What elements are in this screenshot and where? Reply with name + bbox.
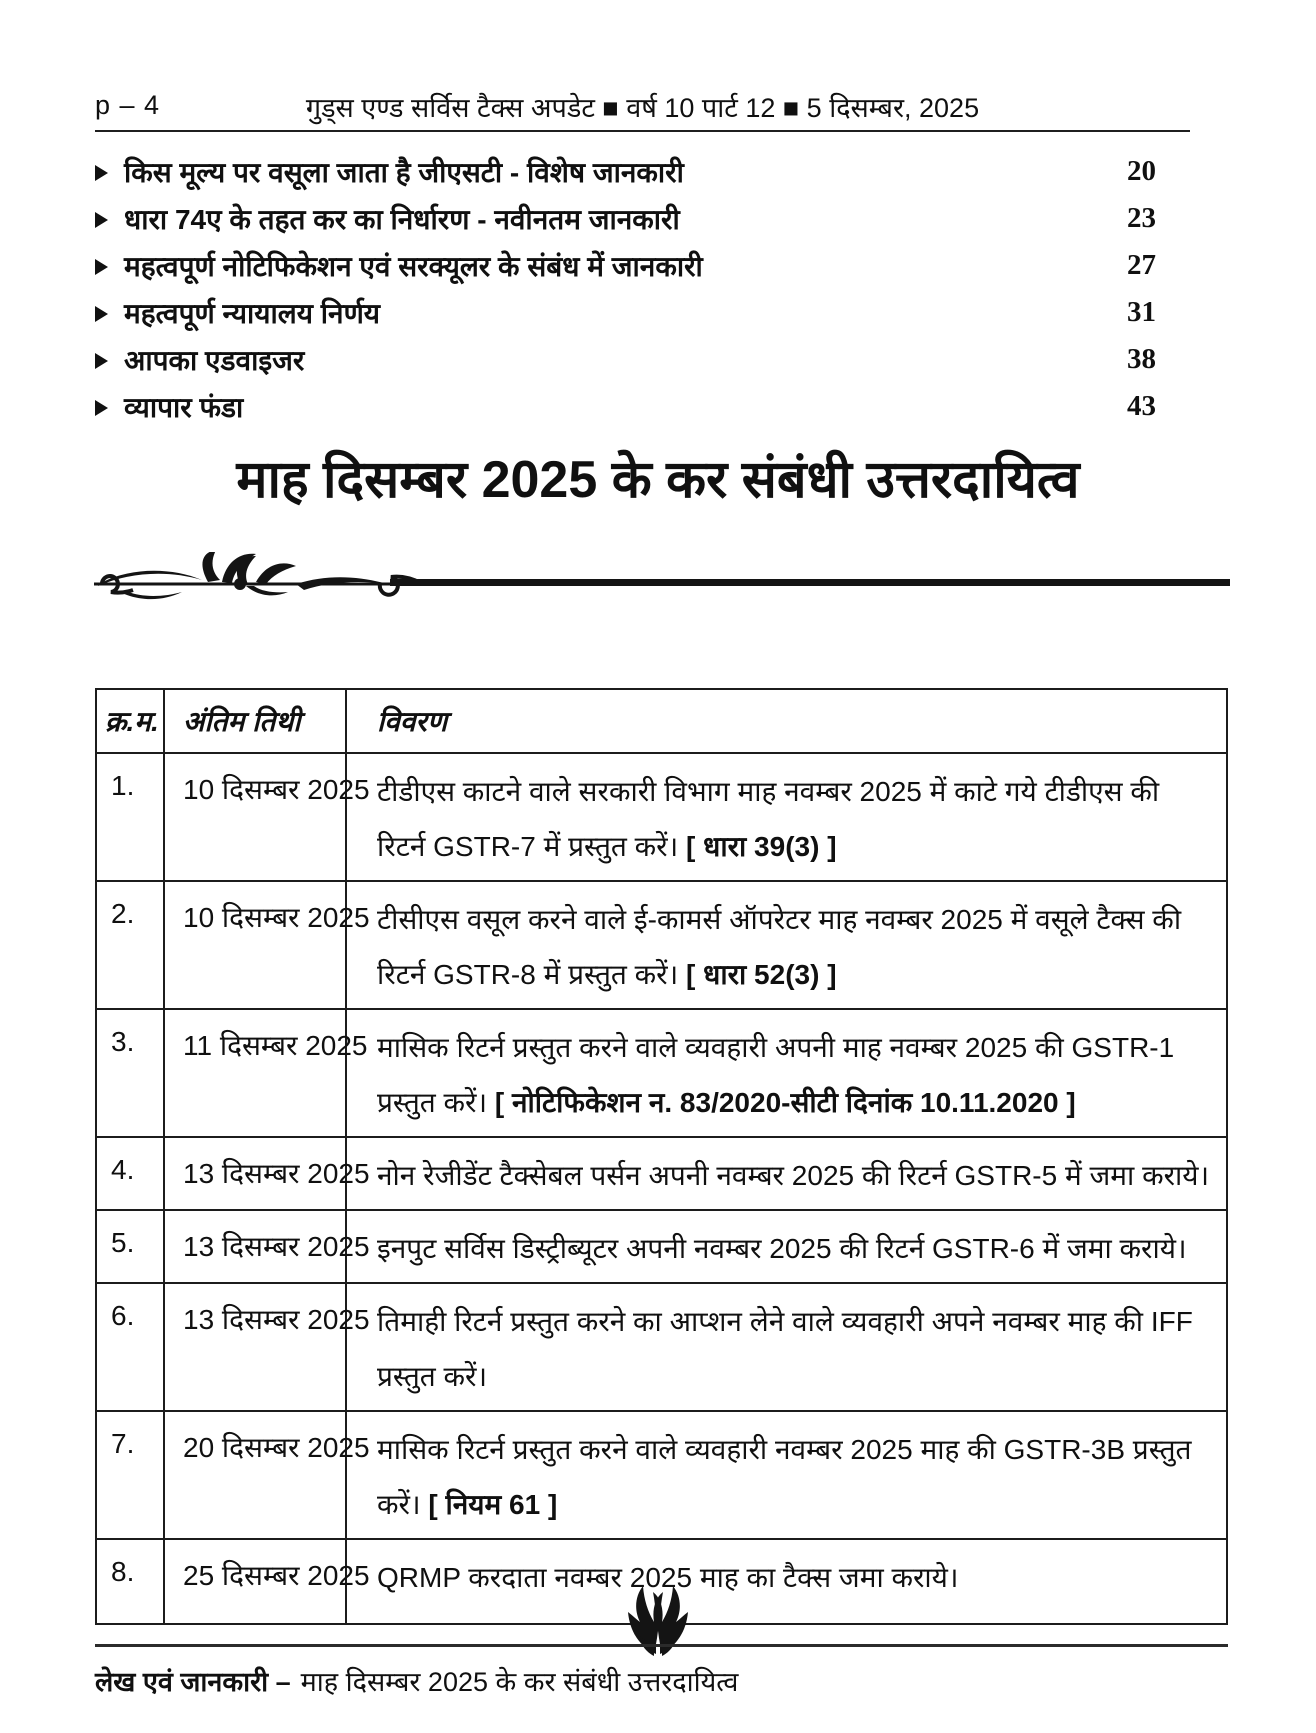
serial-cell: 5. <box>96 1210 164 1283</box>
toc-item-page: 27 <box>1127 249 1156 281</box>
publication-title: गुड्स एण्ड सर्विस टैक्स अपडेट ■ वर्ष 10 पार्ट 12 ■ 5 दिसम्बर, 2025 <box>305 93 980 123</box>
description-cell <box>346 1009 1227 1137</box>
serial-cell: 6. <box>96 1283 164 1411</box>
toc-item-page: 20 <box>1127 155 1156 187</box>
toc-item <box>95 148 1156 195</box>
serial-cell: 2. <box>96 881 164 1009</box>
toc-item-page: 43 <box>1127 390 1156 422</box>
column-header-description: विवरण <box>346 689 1227 753</box>
triangle-bullet-icon <box>95 212 108 228</box>
due-date-cell: 10 दिसम्बर 2025 <box>164 881 346 1009</box>
serial-cell: 3. <box>96 1009 164 1137</box>
tax-obligations-table <box>95 688 1228 1625</box>
toc-item-label: व्यापार फंडा <box>124 391 244 423</box>
serial-cell: 8. <box>96 1539 164 1624</box>
description-reference: [ नोटिफिकेशन न. 83/2020-सीटी दिनांक 10.11.2020 ] <box>494 1087 1076 1118</box>
due-date-cell: 11 दिसम्बर 2025 <box>164 1009 346 1137</box>
description-cell <box>346 1210 1227 1283</box>
description-text: इनपुट सर्विस डिस्ट्रीब्यूटर अपनी नवम्बर 2025 की रिटर्न GSTR-6 में जमा कराये। <box>377 1233 1187 1264</box>
description-text: नोन रेजीडेंट टैक्सेबल पर्सन अपनी नवम्बर 2025 की रिटर्न GSTR-5 में जमा कराये। <box>377 1160 1210 1191</box>
description-cell <box>346 1283 1227 1411</box>
due-date-cell: 10 दिसम्बर 2025 <box>164 753 346 881</box>
due-date-cell: 13 दिसम्बर 2025 <box>164 1283 346 1411</box>
toc-item <box>95 289 1156 336</box>
page-header <box>95 86 1190 132</box>
toc-item-label: महत्वपूर्ण नोटिफिकेशन एवं सरक्यूलर के संबंध में जानकारी <box>124 250 703 282</box>
table-row <box>96 881 1227 1009</box>
description-text: टीडीएस काटने वाले सरकारी विभाग माह नवम्बर 2025 में काटे गये टीडीएस की रिटर्न GSTR-7 में प्रस्तुत करें। <box>377 776 1160 862</box>
due-date-cell: 13 दिसम्बर 2025 <box>164 1137 346 1210</box>
toc-item <box>95 336 1156 383</box>
toc-item-label: धारा 74ए के तहत कर का निर्धारण - नवीनतम जानकारी <box>124 203 680 235</box>
toc-item-page: 23 <box>1127 202 1156 234</box>
footer-rule <box>95 1644 1228 1647</box>
section-title: माह दिसम्बर 2025 के कर संबंधी उत्तरदायित्व <box>236 451 1080 509</box>
floral-flourish-icon <box>90 552 430 610</box>
table-row <box>96 1137 1227 1210</box>
triangle-bullet-icon <box>95 306 108 322</box>
description-cell <box>346 881 1227 1009</box>
due-date-cell: 13 दिसम्बर 2025 <box>164 1210 346 1283</box>
toc-item <box>95 195 1156 242</box>
footer-text <box>95 1662 738 1699</box>
toc-item <box>95 242 1156 289</box>
table-row <box>96 1283 1227 1411</box>
table-row <box>96 1411 1227 1539</box>
toc-item-page: 38 <box>1127 343 1156 375</box>
description-text: मासिक रिटर्न प्रस्तुत करने वाले व्यवहारी अपनी माह नवम्बर 2025 की GSTR-1 प्रस्तुत करें। <box>377 1032 1175 1118</box>
toc-item-label: आपका एडवाइजर <box>124 344 305 376</box>
table-of-contents <box>95 148 1156 430</box>
page-number-label: p – 4 <box>95 90 161 120</box>
description-cell <box>346 753 1227 881</box>
triangle-bullet-icon <box>95 259 108 275</box>
description-reference: [ धारा 39(3) ] <box>686 831 837 862</box>
triangle-bullet-icon <box>95 353 108 369</box>
ornamental-divider <box>90 552 1230 610</box>
divider-double-rule <box>390 579 1230 586</box>
description-text: तिमाही रिटर्न प्रस्तुत करने का आप्शन लेने वाले व्यवहारी अपने नवम्बर माह की IFF प्रस्तुत करें। <box>377 1306 1193 1392</box>
serial-cell: 4. <box>96 1137 164 1210</box>
description-cell <box>346 1137 1227 1210</box>
table-row <box>96 753 1227 881</box>
serial-cell: 7. <box>96 1411 164 1539</box>
table-row <box>96 1210 1227 1283</box>
description-cell <box>346 1539 1227 1624</box>
description-text: QRMP करदाता नवम्बर 2025 माह का टैक्स जमा कराये। <box>377 1562 959 1593</box>
footer-article-title: माह दिसम्बर 2025 के कर संबंधी उत्तरदायित्व <box>300 1667 739 1697</box>
table-row <box>96 1009 1227 1137</box>
table-header-row <box>96 689 1227 753</box>
triangle-bullet-icon <box>95 400 108 416</box>
leaf-ornament-icon <box>606 1582 710 1660</box>
toc-item-page: 31 <box>1127 296 1156 328</box>
due-date-cell: 25 दिसम्बर 2025 <box>164 1539 346 1624</box>
toc-item <box>95 383 1156 430</box>
toc-item-label: महत्वपूर्ण न्यायालय निर्णय <box>124 297 381 329</box>
column-header-serial: क्र.म. <box>96 689 164 753</box>
description-text: टीसीएस वसूल करने वाले ई-कामर्स ऑपरेटर माह नवम्बर 2025 में वसूले टैक्स की रिटर्न GSTR-8 में प्रस्तुत करें। <box>377 904 1182 990</box>
column-header-due-date: अंतिम तिथी <box>164 689 346 753</box>
description-text: मासिक रिटर्न प्रस्तुत करने वाले व्यवहारी नवम्बर 2025 माह की GSTR-3B प्रस्तुत करें। <box>377 1434 1192 1520</box>
description-reference: [ धारा 52(3) ] <box>686 959 837 990</box>
description-cell <box>346 1411 1227 1539</box>
triangle-bullet-icon <box>95 165 108 181</box>
due-date-cell: 20 दिसम्बर 2025 <box>164 1411 346 1539</box>
footer-category-label: लेख एवं जानकारी – <box>95 1667 291 1697</box>
toc-item-label: किस मूल्य पर वसूला जाता है जीएसटी - विशेष जानकारी <box>124 156 684 188</box>
description-reference: [ नियम 61 ] <box>428 1489 558 1520</box>
serial-cell: 1. <box>96 753 164 881</box>
